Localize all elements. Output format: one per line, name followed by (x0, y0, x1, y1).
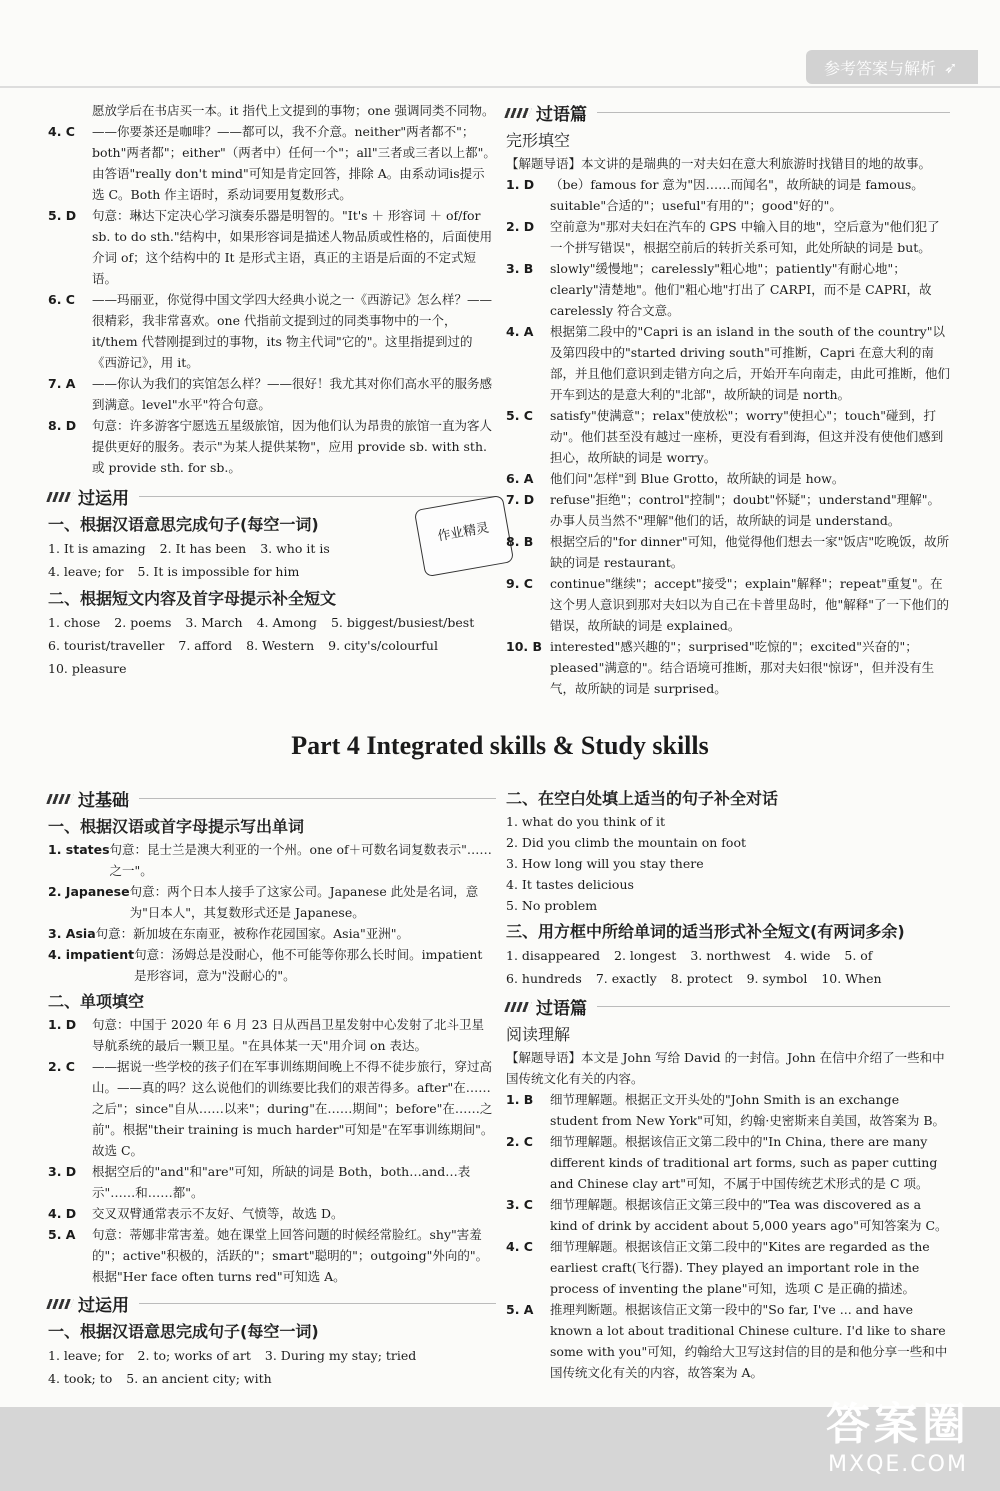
answer-rows (48, 1344, 496, 1390)
answer-number: 7. A (48, 376, 76, 391)
answer-item (506, 1236, 950, 1299)
answer-explanation: 细节理解题。根据该信正文第二段中的"Kites are regarded as the earliest craft(飞行器). They played an important role in the process of inventing the plane"可知，选项 C 是正确的描述。 (550, 1239, 930, 1296)
section-heading (48, 786, 496, 811)
answer-explanation: ——你认为我们的宾馆怎么样？——很好！我尤其对你们高水平的服务感到满意。level"水平"符合句意。 (92, 376, 493, 412)
answer-line: 3. How long will you stay there (506, 856, 704, 871)
header-tab (806, 50, 978, 84)
section-title: 过基础 (78, 791, 129, 811)
answer-item (48, 205, 496, 289)
answer-item (48, 923, 496, 944)
answer-item (48, 1224, 496, 1287)
answer-number: 2. Japanese (48, 884, 130, 899)
answer-cell: 8. Western (246, 638, 315, 653)
answer-number: 4. D (48, 1206, 77, 1221)
answer-explanation: satisfy"使满意"；relax"使放松"；worry"使担心"；touch"碰到，打动"。他们甚至没有越过一座桥，更没有看到海，但这并没有使他们感到担心，故所缺的词是 worry。 (550, 408, 944, 465)
answer-item (506, 468, 950, 489)
right-bottom-column (506, 786, 950, 1383)
answer-cell: 2. It has been (159, 541, 247, 556)
answer-item (506, 321, 950, 405)
answer-explanation: continue"继续"；accept"接受"；explain"解释"；repeat"重复"。在这个男人意识到那对夫妇以为自己在卡普里岛时，他"解释"了一下他们的错误，故所缺的词是 explained。 (550, 576, 950, 633)
stamp-text: 作业精灵 (436, 520, 491, 545)
watermark-url: MXQE.COM (828, 1452, 968, 1477)
answer-rows (48, 611, 496, 680)
section-title: 过语篇 (536, 999, 587, 1019)
answer-cell: 2. poems (114, 615, 172, 630)
subsection-title: 三、用方框中所给单词的适当形式补全短文(有两词多余) (506, 922, 905, 941)
answer-cell: 1. disappeared (506, 948, 600, 963)
answer-item (48, 121, 496, 205)
subsection-title: 二、在空白处填上适当的句子补全对话 (506, 789, 779, 808)
answer-item (506, 1131, 950, 1194)
answer-list (48, 1014, 496, 1287)
subsection-title: 一、根据汉语意思完成句子(每空一词) (48, 515, 319, 534)
answer-row (48, 634, 496, 657)
subsection-title: 完形填空 (506, 131, 571, 150)
section-rule (139, 496, 496, 497)
answer-list (48, 121, 496, 478)
answer-number: 8. D (48, 418, 77, 433)
answer-cell: 5. an ancient city; with (126, 1371, 272, 1386)
answer-row (48, 611, 496, 634)
answer-cell: 4. took; to (48, 1371, 113, 1386)
answer-cell: 5. biggest/busiest/best (330, 615, 475, 630)
left-bottom-column (48, 786, 496, 1390)
answer-explanation: 交叉双臂通常表示不友好、气愤等，故选 D。 (92, 1206, 344, 1221)
answer-number: 3. B (506, 261, 534, 276)
answer-line: 5. No problem (506, 898, 598, 913)
answer-cell: 4. leave; for (48, 564, 124, 579)
answer-row (506, 967, 950, 990)
answer-number: 4. C (48, 124, 75, 139)
answer-number: 3. C (506, 1197, 533, 1212)
answer-cell: 6. hundreds (506, 971, 582, 986)
answer-number: 1. B (506, 1092, 534, 1107)
part-title: Part 4 Integrated skills & Study skills (291, 731, 709, 760)
answer-number: 1. D (506, 177, 535, 192)
answer-explanation: ——据说一些学校的孩子们在军事训练期间晚上不得不徒步旅行，穿过高山。——真的吗？这么说他们的训练要比我们的艰苦得多。after"在……之后"；since"自从……以来"；during"在……期间"；before"在……之前"。根据"their training is much harder"可知是"在军事训练期间"。故选 C。 (92, 1059, 494, 1158)
section-deco-icon (46, 794, 74, 804)
answer-explanation: 细节理解题。根据正文开头处的"John Smith is an exchange student from New York"可知，约翰·史密斯来自美国，故答案为 B。 (550, 1092, 946, 1128)
subsection-title: 一、根据汉语意思完成句子(每空一词) (48, 1322, 319, 1341)
answer-item (48, 415, 496, 478)
answer-explanation: 推理判断题。根据该信正文第一段中的"So far, I've ... and have known a lot about traditional Chinese culture. I'd like to share some with you"可知，约翰给大卫写这封信的目的是和他分享一些和中国传统文化有关的内容，故答案为 A。 (550, 1302, 948, 1380)
answer-explanation: 根据空后的"and"和"are"可知，所缺的词是 Both，both…and…表示"……和……都"。 (92, 1164, 471, 1200)
answer-number: 4. A (506, 324, 534, 339)
section-title: 过运用 (78, 489, 129, 509)
answer-explanation: 他们问"怎样"到 Blue Grotto，故所缺的词是 how。 (550, 471, 845, 486)
answer-explanation: 句意：许多游客宁愿选五星级旅馆，因为他们认为昂贵的旅馆一直为客人提供更好的服务。表示"为某人提供某物"，应用 provide sb. with sth. 或 provide sth. for sb.。 (92, 418, 493, 475)
answer-list (506, 1089, 950, 1383)
answer-item (48, 944, 496, 986)
answer-line: 2. Did you climb the mountain on foot (506, 835, 747, 850)
answer-item (48, 289, 496, 373)
answer-row (48, 1367, 496, 1390)
section-heading (506, 994, 950, 1019)
answer-explanation: 句意：蒂娜非常害羞。她在课堂上回答问题的时候经常脸红。shy"害羞的"；active"积极的，活跃的"；smart"聪明的"；outgoing"外向的"。根据"Her face often turns red"可知选 A。 (92, 1227, 489, 1284)
guide-text: 【解题导语】本文是 John 写给 David 的一封信。John 在信中介绍了一些和中国传统文化有关的内容。 (506, 1050, 945, 1086)
section-title: 过语篇 (536, 105, 587, 125)
answer-row (506, 944, 950, 967)
answer-explanation: 根据第二段中的"Capri is an island in the south of the country"以及第四段中的"started driving south"可推断，Capri 在意大利的南部，并且他们意识到走错方向之后，开始开车向南走，由此可推断，他们开车到达的是意大利的"北部"，故所缺的词是 north。 (550, 324, 951, 402)
left-top-column (48, 100, 496, 680)
answer-item (48, 1014, 496, 1056)
section-deco-icon (46, 1299, 74, 1309)
answer-item (48, 1203, 496, 1224)
rocket-icon: ➶ (944, 57, 958, 77)
answer-cell: 5. It is impossible for him (137, 564, 300, 579)
answer-explanation: ——你要茶还是咖啡？——都可以，我不介意。neither"两者都不"；both"两者都"；either"（两者中）任何一个"；all"三者或三者以上都"。由答语"really don't mind"可知是肯定回答，排除 A。由系动词is提示选 C。Both 作主语时，系动词要用复数形式。 (92, 124, 496, 202)
guide-text: 【解题导语】本文讲的是瑞典的一对夫妇在意大利旅游时找错目的地的故事。 (506, 156, 932, 171)
section-rule (597, 112, 950, 113)
header-tab-label: 参考答案与解析 (824, 58, 937, 78)
answer-explanation: 句意：琳达下定决心学习演奏乐器是明智的。"It's ＋ 形容词 ＋ of/for sb. to do sth."结构中，如果形容词是描述人物品质或性格的，后面使用介词 of；这个结构中的 It 是形式主语，真正的主语是后面的不定式短语。 (92, 208, 493, 286)
answer-number: 6. C (48, 292, 75, 307)
watermark-logo (826, 1388, 970, 1477)
answer-item (48, 373, 496, 415)
section-deco-icon (504, 108, 532, 118)
answer-number: 1. D (48, 1017, 77, 1032)
answer-explanation: 细节理解题。根据该信正文第三段中的"Tea was discovered as a kind of drink by accident about 5,000 years ago"可知答案为 C。 (550, 1197, 948, 1233)
section-rule (139, 798, 496, 799)
stamp (414, 495, 514, 578)
answer-cell: 1. chose (48, 615, 101, 630)
subsection-title: 二、根据短文内容及首字母提示补全短文 (48, 589, 337, 608)
answer-explanation: 句意：两个日本人接手了这家公司。Japanese 此处是名词，意为"日本人"，其复数形式还是 Japanese。 (129, 884, 479, 920)
answer-cell: 3. March (185, 615, 243, 630)
section-heading (48, 1291, 496, 1316)
answer-cell: 6. tourist/traveller (48, 638, 165, 653)
answer-number: 7. D (506, 492, 535, 507)
section-rule (597, 1006, 950, 1007)
watermark-text: 答案圈 (826, 1399, 970, 1450)
intro-text: 愿放学后在书店买一本。it 指代上文提到的事物；one 强调同类不同物。 (92, 103, 495, 118)
answer-number: 2. D (506, 219, 535, 234)
answer-explanation: ——玛丽亚，你觉得中国文学四大经典小说之一《西游记》怎么样？——很精彩，我非常喜欢。one 代指前文提到过的同类事物中的一个，it/them 代替刚提到过的事物，its 物主代词"它的"。这里指提到过的《西游记》，用 it。 (92, 292, 493, 370)
answer-item (48, 839, 496, 881)
answer-explanation: 句意：中国于 2020 年 6 月 23 日从西昌卫星发射中心发射了北斗卫星导航系统的最后一颗卫星。"在具体某一天"用介词 on 表达。 (92, 1017, 485, 1053)
answer-rows (506, 944, 950, 990)
header-divider (0, 86, 1000, 88)
answer-cell: 2. longest (614, 948, 677, 963)
answer-cell: 1. It is amazing (48, 541, 146, 556)
answer-explanation: 细节理解题。根据该信正文第二段中的"In China, there are many different kinds of traditional art forms, such as paper cutting and Chinese clay art"可知，不属于中国传统艺术形式的是 C 项。 (550, 1134, 938, 1191)
answer-cell: 7. exactly (595, 971, 657, 986)
answer-cell: 7. afford (178, 638, 233, 653)
answer-cell: 9. symbol (746, 971, 808, 986)
answer-number: 6. A (506, 471, 534, 486)
right-top-column (506, 100, 950, 699)
answer-number: 9. C (506, 576, 533, 591)
answer-row (48, 657, 496, 680)
answer-item (506, 636, 950, 699)
answer-number: 3. D (48, 1164, 77, 1179)
answer-cell: 4. wide (784, 948, 831, 963)
answer-explanation: 句意：昆士兰是澳大利亚的一个州。one of＋可数名词复数表示"……之一"。 (109, 842, 492, 878)
answer-item (506, 1089, 950, 1131)
answer-explanation: refuse"拒绝"；control"控制"；doubt"怀疑"；understand"理解"。办事人员当然不"理解"他们的话，故所缺的词是 understand。 (550, 492, 940, 528)
section-deco-icon (504, 1002, 532, 1012)
answer-item (48, 1161, 496, 1203)
answer-cell: 4. Among (256, 615, 317, 630)
answer-item (506, 216, 950, 258)
answer-explanation: 空前意为"那对夫妇在汽车的 GPS 中输入目的地"，空后意为"他们犯了一个拼写错误"，根据空前后的转折关系可知，此处所缺的词是 but。 (550, 219, 940, 255)
answer-line: 4. It tastes delicious (506, 877, 634, 892)
answer-number: 10. B (506, 639, 543, 654)
answer-cell: 3. northwest (690, 948, 771, 963)
answer-number: 5. D (48, 208, 77, 223)
answer-list (506, 174, 950, 699)
answer-explanation: 句意：汤姆总是没耐心，他不可能等你那么长时间。impatient 是形容词，意为"没耐心的"。 (134, 947, 483, 983)
answer-item (48, 881, 496, 923)
answer-cell: 5. of (844, 948, 873, 963)
answer-item (506, 1299, 950, 1383)
subsection-title: 一、根据汉语或首字母提示写出单词 (48, 817, 305, 836)
answer-number: 4. C (506, 1239, 533, 1254)
answer-cell: 1. leave; for (48, 1348, 124, 1363)
answer-cell: 3. who it is (260, 541, 330, 556)
answer-number: 3. Asia (48, 926, 96, 941)
answer-cell: 2. to; works of art (137, 1348, 251, 1363)
section-deco-icon (46, 492, 74, 502)
answer-item (506, 258, 950, 321)
answer-explanation: （be）famous for 意为"因……而闻名"，故所缺的词是 famous。suitable"合适的"；useful"有用的"；good"好的"。 (550, 177, 924, 213)
answer-cell: 3. During my stay; tried (264, 1348, 417, 1363)
answer-number: 2. C (506, 1134, 533, 1149)
answer-number: 5. A (48, 1227, 76, 1242)
section-heading (48, 484, 496, 509)
answer-row (48, 1344, 496, 1367)
answer-item (506, 174, 950, 216)
section-heading (506, 100, 950, 125)
section-rule (139, 1303, 496, 1304)
answer-number: 8. B (506, 534, 534, 549)
answer-number: 4. impatient (48, 947, 135, 962)
answer-cell: 10. When (821, 971, 882, 986)
answer-number: 1. states (48, 842, 110, 857)
subsection-title: 二、单项填空 (48, 992, 145, 1011)
answer-explanation: 句意：新加坡在东南亚，被称作花园国家。Asia"亚洲"。 (95, 926, 410, 941)
answer-item (48, 1056, 496, 1161)
answer-number: 5. C (506, 408, 533, 423)
answer-cell: 10. pleasure (48, 661, 127, 676)
answer-explanation: 根据空后的"for dinner"可知，他觉得他们想去一家"饭店"吃晚饭，故所缺的词是 restaurant。 (550, 534, 950, 570)
section-title: 过运用 (78, 1296, 129, 1316)
answer-item (506, 1194, 950, 1236)
answer-item (506, 405, 950, 468)
answer-explanation: slowly"缓慢地"；carelessly"粗心地"；patiently"有耐心地"；clearly"清楚地"。他们"粗心地"打出了 CARPI，而不是 CAPRI，故 carelessly 符合文意。 (550, 261, 932, 318)
answer-item (506, 531, 950, 573)
answer-lines (506, 811, 950, 916)
answer-number: 2. C (48, 1059, 75, 1074)
subsection-title: 阅读理解 (506, 1025, 571, 1044)
answer-cell: 9. city's/colourful (328, 638, 438, 653)
answer-cell: 8. protect (670, 971, 733, 986)
answer-line: 1. what do you think of it (506, 814, 666, 829)
answer-item (506, 489, 950, 531)
answer-explanation: interested"感兴趣的"；surprised"吃惊的"；excited"兴奋的"；pleased"满意的"。结合语境可推断，那对夫妇很"惊讶"，但并没有生气，故所缺的词是 surprised。 (550, 639, 935, 696)
answer-list (48, 839, 496, 986)
answer-item (506, 573, 950, 636)
answer-number: 5. A (506, 1302, 534, 1317)
